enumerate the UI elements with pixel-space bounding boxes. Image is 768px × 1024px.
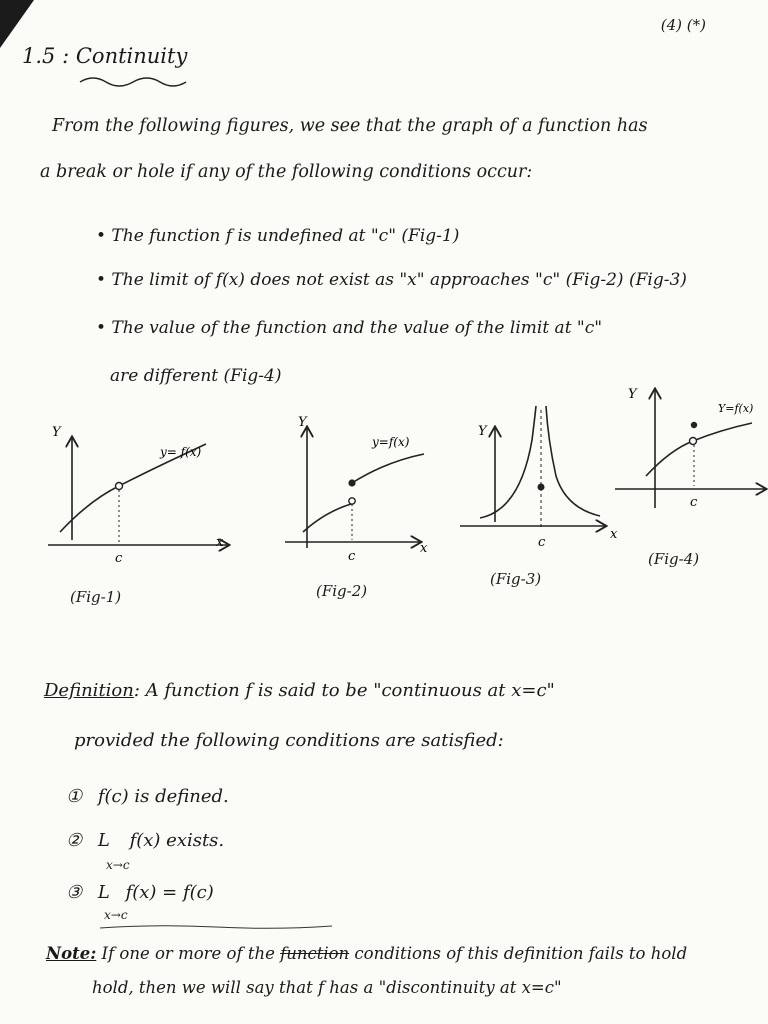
condition-3-number: ③ bbox=[66, 882, 83, 903]
fig3-caption: (Fig-3) bbox=[490, 570, 542, 588]
bullet-values-differ: • The value of the function and the value of the limit at "c" bbox=[96, 318, 603, 338]
bullet-values-differ-cont: are different (Fig-4) bbox=[110, 366, 282, 386]
section-number: 1.5 bbox=[22, 44, 56, 68]
condition-3-text: f(x) = f(c) bbox=[125, 882, 214, 903]
fig2-caption: (Fig-2) bbox=[316, 582, 368, 600]
note-struck-word: function bbox=[280, 944, 350, 963]
condition-1-number: ① bbox=[66, 786, 83, 807]
fig4-y-label: Y bbox=[628, 387, 637, 402]
definition-text: : A function f is said to be "continuous at x=c" bbox=[133, 680, 555, 701]
intro-line-1: From the following figures, we see that the graph of a function has bbox=[52, 116, 648, 136]
fig4-curve-label: Y=f(x) bbox=[718, 402, 754, 415]
fig2-y-label: Y bbox=[298, 415, 307, 430]
condition-2-subscript: x→c bbox=[106, 858, 130, 872]
definition-line-2: provided the following conditions are satisfied: bbox=[74, 730, 504, 751]
fig3-y-label: Y bbox=[478, 424, 487, 439]
condition-3-subscript: x→c bbox=[104, 908, 128, 922]
bullet-limit-not-exist: • The limit of f(x) does not exist as "x" approaches "c" (Fig-2) (Fig-3) bbox=[96, 270, 687, 290]
fig2-c-label: c bbox=[348, 549, 356, 564]
figure-4 bbox=[615, 387, 765, 510]
note-text-b: conditions of this definition fails to hold bbox=[349, 944, 688, 963]
intro-line-2: a break or hole if any of the following conditions occur: bbox=[40, 162, 533, 182]
fig1-y-label: Y bbox=[52, 425, 61, 440]
section-heading: 1.5 : Continuity bbox=[22, 44, 188, 68]
condition-3 bbox=[66, 882, 214, 903]
fig1-c-label: c bbox=[115, 551, 123, 566]
note-line-2: hold, then we will say that f has a "discontinuity at x=c" bbox=[92, 978, 562, 997]
fig1-x-label: x bbox=[216, 535, 224, 550]
figure-3 bbox=[460, 406, 618, 550]
definition-label: Definition bbox=[44, 680, 134, 701]
note-line-1 bbox=[46, 944, 687, 963]
condition-1-text: f(c) is defined. bbox=[97, 786, 229, 807]
fig3-c-label: c bbox=[538, 535, 546, 550]
condition-3-lim: L bbox=[97, 882, 110, 903]
fig2-curve-label: y=f(x) bbox=[372, 435, 410, 449]
fig4-c-label: c bbox=[690, 495, 698, 510]
figure-2 bbox=[285, 415, 428, 564]
figures-panel bbox=[0, 380, 768, 620]
condition-2-lim: L bbox=[97, 830, 110, 851]
fig4-caption: (Fig-4) bbox=[648, 550, 700, 568]
fig3-x-label: x bbox=[610, 527, 618, 542]
page-marks: (4) (*) bbox=[660, 16, 706, 34]
condition-1 bbox=[66, 786, 229, 807]
condition-2 bbox=[66, 830, 224, 851]
section-separator bbox=[96, 918, 336, 934]
section-title: Continuity bbox=[75, 44, 188, 68]
title-underline bbox=[78, 70, 198, 90]
condition-2-number: ② bbox=[66, 830, 83, 851]
fig2-x-label: x bbox=[420, 541, 428, 556]
fig1-curve-label: y= f(x) bbox=[160, 445, 202, 459]
note-text-a: If one or more of the bbox=[96, 944, 281, 963]
fig1-caption: (Fig-1) bbox=[70, 588, 122, 606]
condition-2-text: f(x) exists. bbox=[129, 830, 225, 851]
definition-line-1 bbox=[44, 680, 555, 701]
dark-corner-shadow bbox=[0, 0, 34, 48]
bullet-undefined: • The function f is undefined at "c" (Fig-1) bbox=[96, 226, 460, 246]
figure-1 bbox=[48, 425, 228, 566]
note-label: Note: bbox=[46, 944, 97, 963]
